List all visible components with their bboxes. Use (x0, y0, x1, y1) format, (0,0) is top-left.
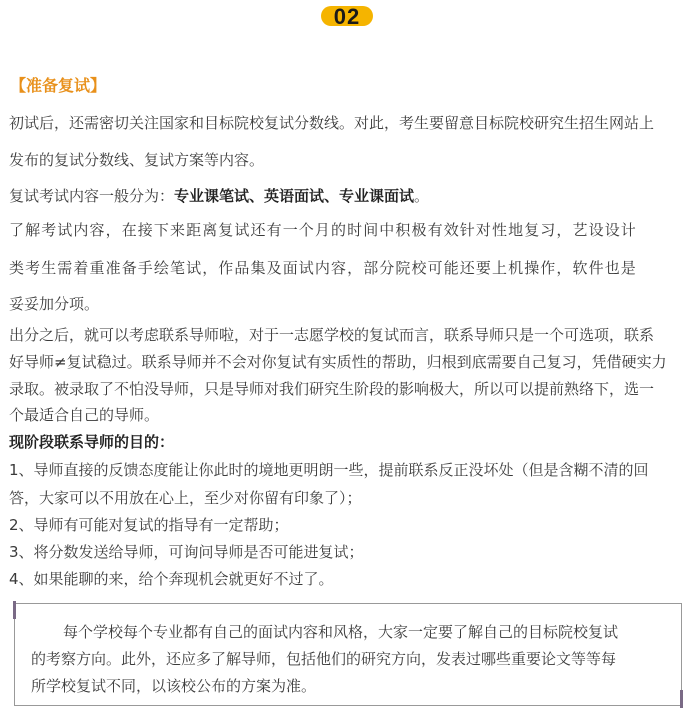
paragraph-line: 类考生需着重准备手绘笔试，作品集及面试内容，部分院校可能还要上机操作，软件也是 (9, 259, 637, 277)
callout-line: 每个学校每个专业都有自己的面试内容和风格，大家一定要了解自己的目标院校复试 (63, 623, 619, 641)
paragraph-line: 发布的复试分数线、复试方案等内容。 (9, 151, 265, 169)
paragraph-line: 个最适合自己的导师。 (9, 406, 160, 424)
callout-accent-bar (680, 690, 683, 708)
section-number-badge (321, 4, 373, 29)
paragraph-line: 好导师≠复试稳过。联系导师并不会对你复试有实质性的帮助，归根到底需要自己复习，凭借硬实力 (9, 353, 667, 371)
exam-content-suffix: 。 (414, 187, 430, 205)
exam-content-prefix: 复试考试内容一般分为： (9, 187, 175, 205)
tip-callout-box (14, 603, 682, 706)
list-item: 3、将分数发送给导师，可询问导师是否可能进复试； (9, 543, 364, 561)
callout-line: 所学校复试不同，以该校公布的方案为准。 (31, 677, 317, 695)
list-item: 4、如果能聊的来，给个奔现机会就更好不过了。 (9, 570, 334, 588)
section-title: 【准备复试】 (10, 76, 107, 95)
purpose-heading: 现阶段联系导师的目的： (9, 433, 175, 451)
section-number: 02 (333, 4, 361, 29)
callout-line: 的考察方向。此外，还应多了解导师，包括他们的研究方向，发表过哪些重要论文等等每 (31, 650, 617, 668)
list-item: 1、导师直接的反馈态度能让你此时的境地更明朗一些，提前联系反正没坏处（但是含糊不清的回 (9, 461, 649, 479)
paragraph-line: 了解考试内容，在接下来距离复试还有一个月的时间中积极有效针对性地复习，艺设设计 (9, 221, 637, 239)
paragraph-line: 妥妥加分项。 (9, 295, 100, 313)
callout-accent-bar (13, 601, 16, 619)
paragraph-line: 录取。被录取了不怕没导师，只是导师对我们研究生阶段的影响极大，所以可以提前熟络下，选一 (9, 380, 655, 398)
exam-content-items: 专业课笔试、英语面试、专业课面试 (174, 187, 415, 205)
list-item-continued: 答，大家可以不用放在心上，至少对你留有印象了）； (9, 489, 362, 507)
paragraph-line: 初试后，还需密切关注国家和目标院校复试分数线。对此，考生要留意目标院校研究生招生网站上 (9, 114, 655, 132)
list-item: 2、导师有可能对复试的指导有一定帮助； (9, 516, 289, 534)
paragraph-line: 出分之后，就可以考虑联系导师啦，对于一志愿学校的复试而言，联系导师只是一个可选项，联系 (9, 326, 655, 344)
exam-content-paragraph (9, 186, 689, 206)
